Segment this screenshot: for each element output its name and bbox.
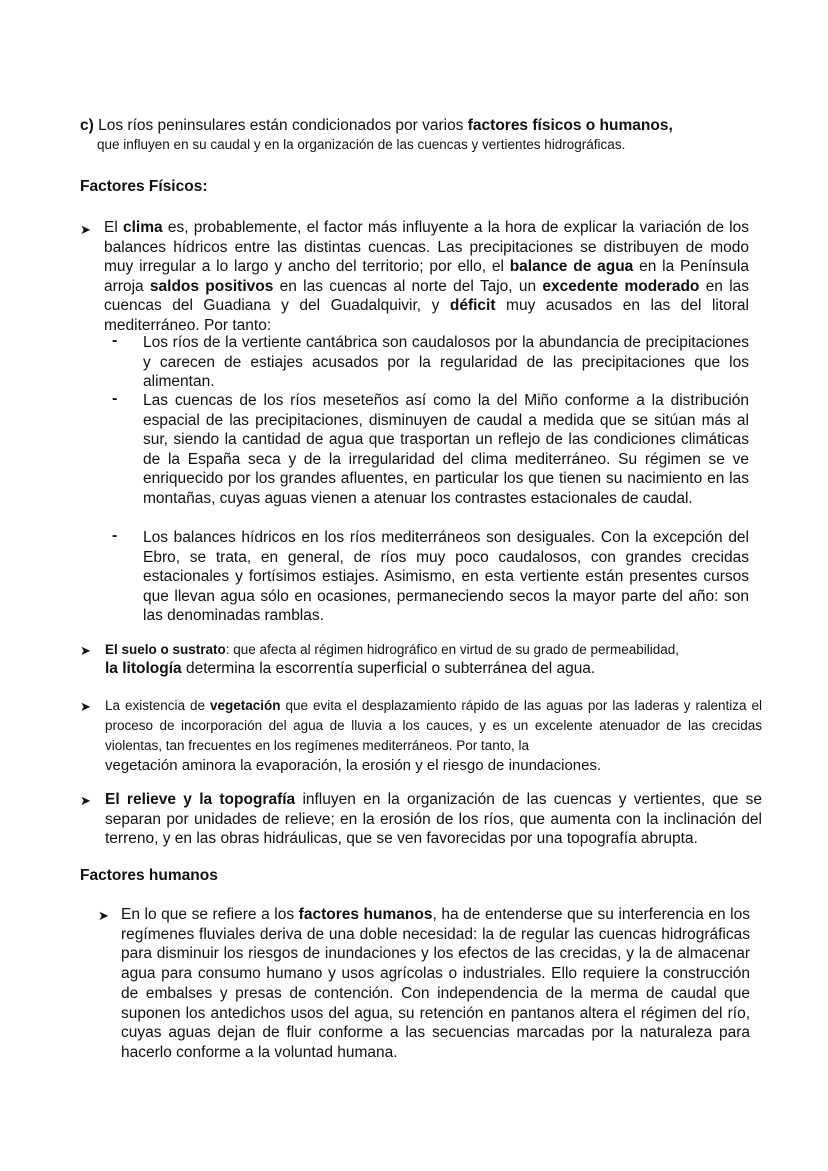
arrow-bullet-icon: ➤ (80, 643, 91, 658)
intro-continuation: que influyen en su caudal y en la organización de las cuencas y vertientes hidrográficas. (97, 137, 626, 152)
sub-item-cantabrica: Los ríos de la vertiente cantábrica son caudalosos por la abundancia de precipitaciones y carecen de estiajes acusados por la regularidad de las precipitaciones que los alimentan. (143, 334, 749, 391)
heading-factores-humanos: Factores humanos (80, 867, 218, 884)
vegetacion-paragraph: La existencia de vegetación que evita el desplazamiento rápido de las aguas por las laderas y ralentiza el proceso de incorporación del agua de lluvia a los cauces, y es un excelente atenuador de las crecidas violentas, tan frecuentes en los regímenes mediterráneos. Por tanto, la vegetación aminora la evaporación, la erosión y el riesgo de inundaciones. (105, 698, 762, 774)
dash-bullet-icon: - (112, 527, 118, 544)
arrow-bullet-icon: ➤ (98, 908, 109, 923)
suelo-paragraph: El suelo o sustrato: que afecta al régimen hidrográfico en virtud de su grado de permeabilidad, la litología determina la escorrentía superficial o subterránea del agua. (105, 642, 680, 677)
clima-paragraph: El clima es, probablemente, el factor más influyente a la hora de explicar la variación de los balances hídricos entre las distintas cuencas. Las precipitaciones se distribuyen de modo muy irregular a lo largo y ancho del territorio; por ello, el balance de agua en la Península arroja saldos positivos en las cuencas al norte del Tajo, un excedente moderado en las cuencas del Guadiana y del Guadalquivir, y déficit muy acusados en las del litoral mediterráneo. Por tanto: (104, 219, 750, 334)
sub-item-mediterraneo: Los balances hídricos en los ríos mediterráneos son desiguales. Con la excepción del Ebro, se trata, en general, de ríos muy poco caudalosos, con grandes crecidas estacionales y fortísimos estiajes. Asimismo, en esta vertiente están presentes cursos que llevan agua sólo en ocasiones, permaneciendo secos la mayor parte del año: son las denominadas ramblas. (143, 529, 749, 625)
relieve-paragraph: El relieve y la topografía influyen en la organización de las cuencas y vertientes, que se separan por unidades de relieve; en la erosión de los ríos, que aumenta con la inclinación del terreno, y en las obras hidráulicas, que se ven favorecidas por una topografía abrupta. (105, 791, 762, 847)
dash-bullet-icon: - (112, 332, 118, 349)
arrow-bullet-icon: ➤ (80, 222, 91, 237)
intro-label: c) (80, 117, 94, 134)
arrow-bullet-icon: ➤ (80, 793, 91, 808)
humanos-paragraph: En lo que se refiere a los factores humanos, ha de entenderse que su interferencia en los regímenes fluviales deriva de una doble necesidad: la de regular las cuencas hidrográficas para disminuir los riesgos de inundaciones y los efectos de las crecidas, y la de almacenar agua para consumo humano y usos agrícolas o industriales. Ello requiere la construcción de embalses y presas de contención. Con independencia de la merma de caudal que suponen los antedichos usos del agua, su retención en pantanos altera el régimen del río, cuyas aguas dejan de fluir conforme a las secuencias marcadas por la naturaleza para hacerlo conforme a la voluntad humana. (121, 906, 750, 1061)
intro-paragraph: c) Los ríos peninsulares están condicionados por varios factores físicos o humanos, (80, 117, 673, 134)
arrow-bullet-icon: ➤ (80, 699, 91, 714)
sub-item-meseta: Las cuencas de los ríos meseteños así como la del Miño conforme a la distribución espacial de las precipitaciones, disminuyen de caudal a medida que se sitúan más al sur, siendo la cantidad de agua que trasportan un reflejo de las condiciones climáticas de la España seca y de la irregularidad del clima mediterráneo. Su régimen se ve enriquecido por los grandes afluentes, en particular los que tienen su nacimiento en las montañas, cuyas aguas vienen a atenuar los contrastes estacionales de caudal. (143, 392, 749, 507)
heading-factores-fisicos: Factores Físicos: (80, 178, 208, 195)
dash-bullet-icon: - (112, 390, 118, 407)
